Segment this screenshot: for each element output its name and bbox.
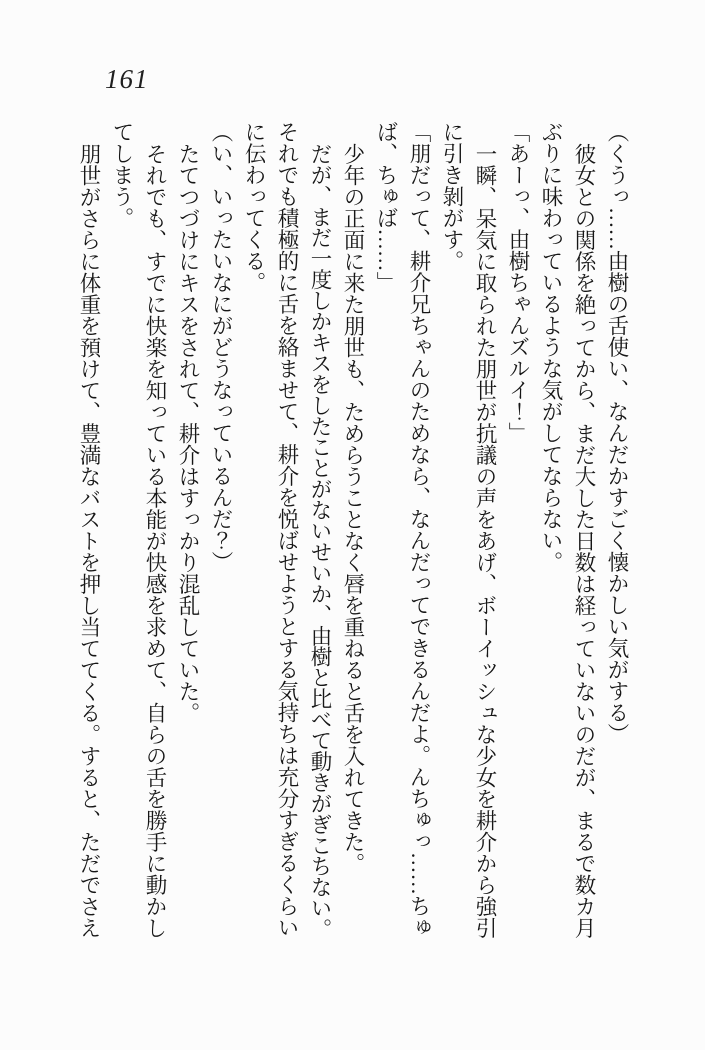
page-number: 161 bbox=[105, 64, 149, 94]
paragraph: たてつづけにキスをされて、耕介はすっかり混乱していた。 bbox=[176, 142, 200, 723]
paragraph: それでも積極的に舌を絡ませて、耕介を悦ばせようとする気持ちは充分すぎるくらいに伝わってくる。 bbox=[242, 121, 299, 938]
paragraph: 「朋だって、耕介兄ちゃんのためなら、なんだってできるんだよ。んちゅっ……ちゅば、ちゅば……」 bbox=[374, 121, 431, 938]
paragraph: 一瞬、呆気に取られた朋世が抗議の声をあげ、ボーイッシュな少女を耕介から強引に引き剝がす。 bbox=[440, 121, 497, 938]
paragraph: （い、いったいなにがどうなっているんだ？） bbox=[209, 121, 233, 573]
paragraph: だが、まだ一度しかキスをしたことがないせいか、由樹と比べて動きがぎこちない。 bbox=[308, 142, 332, 939]
paragraph: 朋世がさらに体重を預けて、豊満なバストを押し当ててくる。すると、ただでさえ bbox=[77, 142, 101, 938]
paragraph: 彼女との関係を絶ってから、まだ大した日数は経っていないのだが、まるで数カ月ぶりに味わっているような気がしてならない。 bbox=[539, 121, 596, 938]
text-block bbox=[71, 121, 633, 939]
paragraph: それでも、すでに快楽を知っている本能が快感を求めて、自らの舌を勝手に動かしてしまう。 bbox=[110, 121, 167, 938]
paragraph: （くうっ……由樹の舌使い、なんだかすごく懐かしい気がする） bbox=[605, 121, 629, 745]
paragraph: 少年の正面に来た朋世も、ためらうことなく唇を重ねると舌を入れてきた。 bbox=[341, 142, 365, 874]
paragraph: 「あーっ、由樹ちゃんズルイ！」 bbox=[506, 121, 530, 444]
